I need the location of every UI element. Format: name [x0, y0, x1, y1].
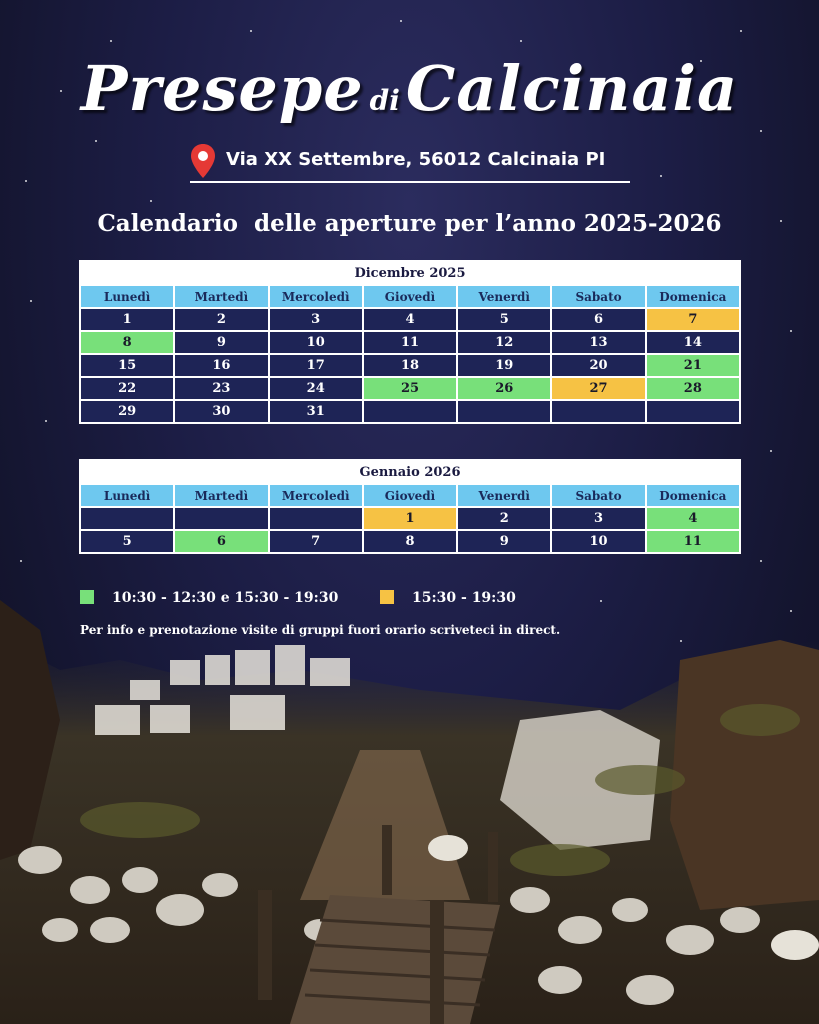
day-cell: 22 [81, 378, 173, 399]
day-cell: 6 [552, 309, 644, 330]
legend-label-green: 10:30 - 12:30 e 15:30 - 19:30 [112, 590, 339, 606]
day-cell [81, 508, 173, 529]
weekday-header: Mercoledì [270, 286, 362, 307]
day-cell: 10 [270, 332, 362, 353]
weekday-header: Martedì [175, 485, 267, 506]
location-pin-icon [190, 143, 216, 179]
day-cell [270, 508, 362, 529]
weekday-header: Sabato [552, 485, 644, 506]
open-day-cell-full: 11 [647, 531, 739, 552]
open-day-cell-full: 26 [458, 378, 550, 399]
day-cell: 16 [175, 355, 267, 376]
day-cell: 30 [175, 401, 267, 422]
weekday-header: Mercoledì [270, 485, 362, 506]
week-row [81, 332, 739, 353]
day-cell [175, 508, 267, 529]
weekday-header: Domenica [647, 485, 739, 506]
day-cell: 2 [175, 309, 267, 330]
open-day-cell-full: 4 [647, 508, 739, 529]
day-cell: 12 [458, 332, 550, 353]
day-cell: 24 [270, 378, 362, 399]
weekday-header: Lunedì [81, 286, 173, 307]
day-cell: 1 [81, 309, 173, 330]
day-cell: 15 [81, 355, 173, 376]
open-day-cell-full: 21 [647, 355, 739, 376]
month-title: Dicembre 2025 [81, 262, 739, 284]
day-cell: 7 [270, 531, 362, 552]
calendar-january [79, 459, 741, 554]
day-cell [364, 401, 456, 422]
day-cell: 13 [552, 332, 644, 353]
week-row [81, 508, 739, 529]
week-row [81, 378, 739, 399]
page-title [0, 52, 819, 125]
day-cell [552, 401, 644, 422]
title-part2: Calcinaia [405, 52, 739, 125]
legend-label-yellow: 15:30 - 19:30 [412, 590, 516, 606]
weekday-header: Giovedì [364, 286, 456, 307]
day-cell [458, 401, 550, 422]
open-day-cell-full: 25 [364, 378, 456, 399]
day-cell: 11 [364, 332, 456, 353]
open-day-cell-full: 8 [81, 332, 173, 353]
weekday-header: Venerdì [458, 485, 550, 506]
weekday-header: Martedì [175, 286, 267, 307]
calendar-december [79, 260, 741, 424]
open-day-cell-full: 28 [647, 378, 739, 399]
calendar-subtitle: Calendario delle aperture per l’anno 2025-2026 [97, 210, 722, 237]
day-cell: 9 [458, 531, 550, 552]
weekday-header: Sabato [552, 286, 644, 307]
info-note: Per info e prenotazione visite di gruppi fuori orario scriveteci in direct. [80, 623, 561, 637]
day-cell: 8 [364, 531, 456, 552]
day-cell: 17 [270, 355, 362, 376]
day-cell: 10 [552, 531, 644, 552]
day-cell: 2 [458, 508, 550, 529]
week-row [81, 309, 739, 330]
week-row [81, 531, 739, 552]
weekday-header: Lunedì [81, 485, 173, 506]
day-cell [647, 401, 739, 422]
address-line [190, 143, 630, 183]
title-part1: Presepe [80, 52, 364, 125]
day-cell: 3 [270, 309, 362, 330]
title-connector: di [369, 84, 400, 117]
open-day-cell-afternoon: 7 [647, 309, 739, 330]
address-text: Via XX Settembre, 56012 Calcinaia PI [226, 149, 606, 170]
day-cell: 14 [647, 332, 739, 353]
nativity-scene-image [0, 600, 819, 1024]
weekday-header: Venerdì [458, 286, 550, 307]
month-title: Gennaio 2026 [81, 461, 739, 483]
week-row [81, 355, 739, 376]
day-cell: 19 [458, 355, 550, 376]
day-cell: 31 [270, 401, 362, 422]
day-cell: 9 [175, 332, 267, 353]
open-day-cell-afternoon: 1 [364, 508, 456, 529]
open-day-cell-full: 6 [175, 531, 267, 552]
day-cell: 29 [81, 401, 173, 422]
open-day-cell-afternoon: 27 [552, 378, 644, 399]
day-cell: 18 [364, 355, 456, 376]
week-row [81, 401, 739, 422]
day-cell: 23 [175, 378, 267, 399]
day-cell: 3 [552, 508, 644, 529]
day-cell: 20 [552, 355, 644, 376]
day-cell: 4 [364, 309, 456, 330]
weekday-header: Giovedì [364, 485, 456, 506]
weekday-header: Domenica [647, 286, 739, 307]
day-cell: 5 [81, 531, 173, 552]
day-cell: 5 [458, 309, 550, 330]
